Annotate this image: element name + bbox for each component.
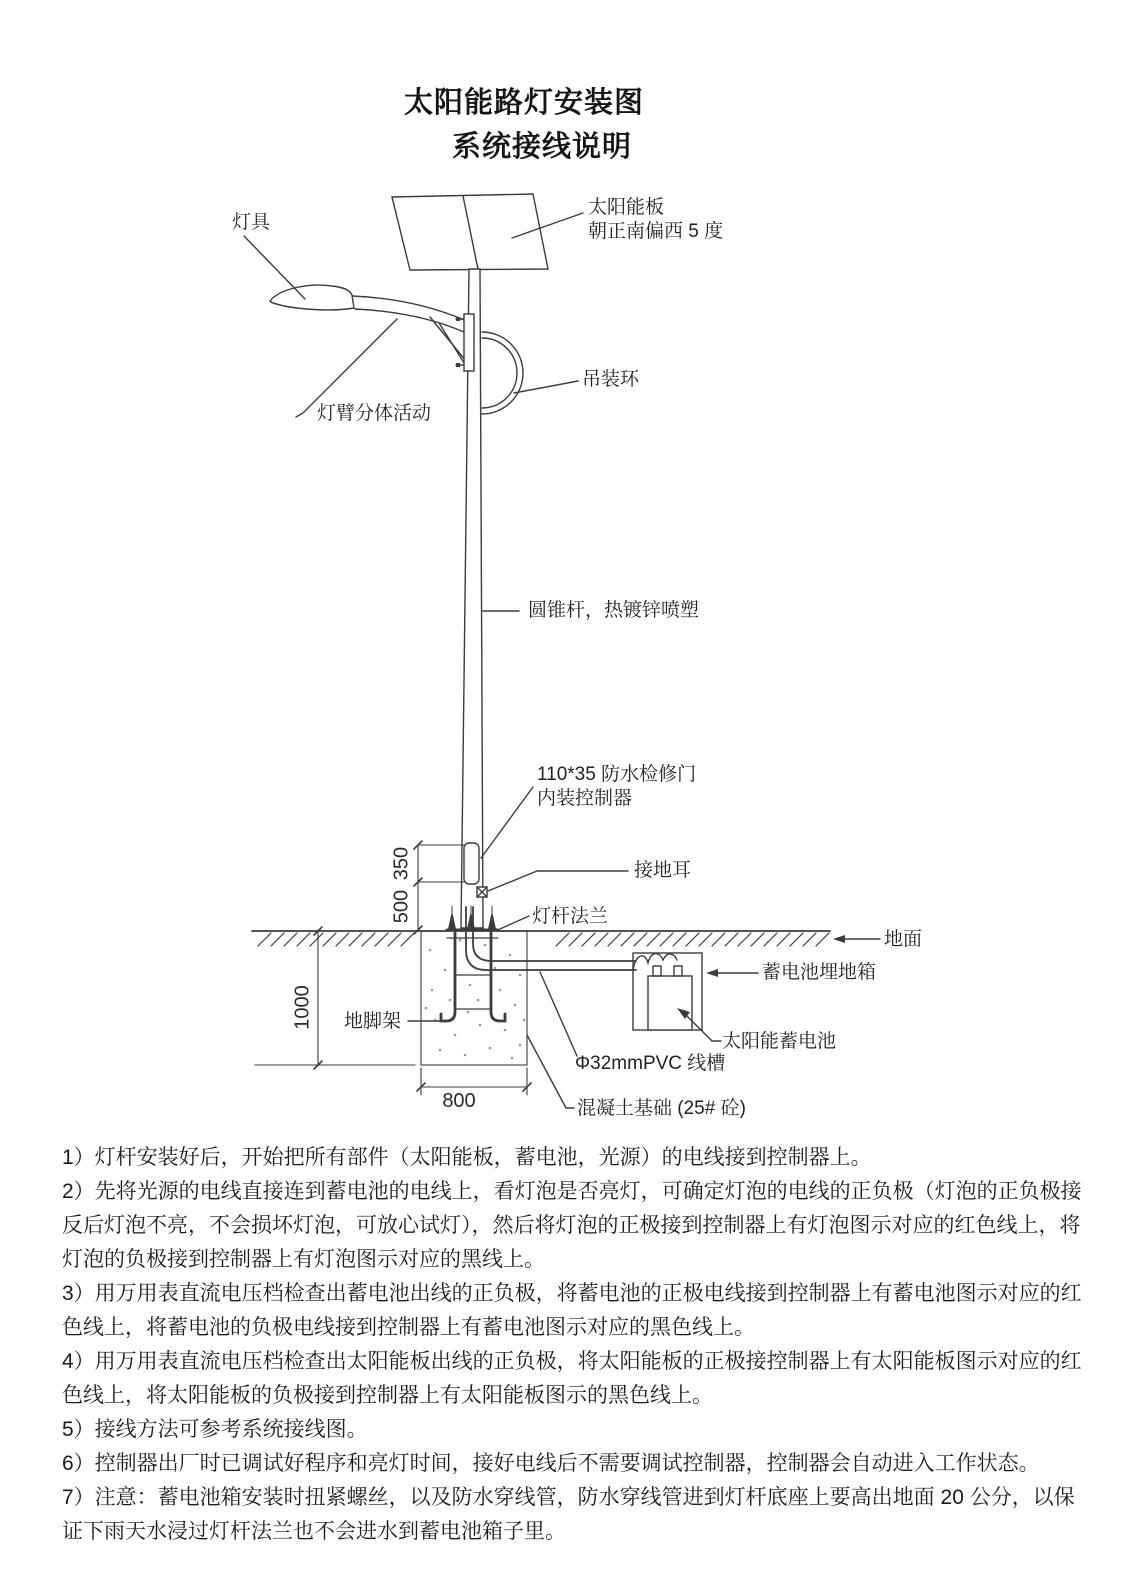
label-pole-flange: 灯杆法兰 bbox=[532, 906, 609, 927]
grounding-ear-shape bbox=[477, 887, 487, 897]
label-lifting-ring: 吊装环 bbox=[582, 369, 640, 390]
label-access-door-controller: 内装控制器 bbox=[537, 788, 633, 809]
lamp-arm-shape bbox=[353, 296, 466, 366]
battery-box-shape bbox=[633, 953, 702, 1030]
label-ground: 地面 bbox=[884, 929, 923, 950]
lamp-head-shape bbox=[270, 285, 354, 310]
instruction-4: 4）用万用表直流电压档检查出太阳能板出线的正负极，将太阳能板的正极接控制器上有太阳能板图示对应的红色线上，将太阳能板的负极接到控制器上有太阳能板图示的黑色线上。 bbox=[62, 1350, 1082, 1407]
instruction-1: 1）灯杆安装好后，开始把所有部件（太阳能板，蓄电池，光源）的电线接到控制器上。 bbox=[62, 1146, 872, 1169]
instruction-7: 7）注意：蓄电池箱安装时扭紧螺丝，以及防水穿线管，防水穿线管进到灯杆底座上要高出地面 20 公分，以保证下雨天水浸过灯杆法兰也不会进水到蓄电池箱子里。 bbox=[62, 1486, 1075, 1543]
label-pole: 圆锥杆，热镀锌喷塑 bbox=[528, 600, 700, 621]
label-battery-box: 蓄电池埋地箱 bbox=[762, 962, 877, 983]
label-concrete-foundation: 混凝土基础 (25# 砼) bbox=[577, 1098, 746, 1119]
label-grounding-ear: 接地耳 bbox=[634, 860, 692, 881]
label-access-door: 110*35 防水检修门 bbox=[537, 764, 697, 785]
lifting-ring-shape bbox=[482, 332, 523, 414]
label-solar-battery: 太阳能蓄电池 bbox=[722, 1031, 837, 1052]
dimension-500: 500 bbox=[390, 889, 413, 924]
solar-panel-shape bbox=[392, 194, 548, 270]
instruction-2: 2）先将光源的电线直接连到蓄电池的电线上，看灯泡是否亮灯，可确定灯泡的电线的正负极（灯泡的正负极接反后灯泡不亮，不会损坏灯泡，可放心试灯），然后将灯泡的正极接到控制器上有灯泡图示对应的红色线上，将灯泡的负极接到控制器上有灯泡图示对应的黑线上。 bbox=[62, 1180, 1082, 1271]
instruction-3: 3）用万用表直流电压档检查出蓄电池出线的正负极，将蓄电池的正极电线接到控制器上有蓄电池图示对应的红色线上，将蓄电池的负极电线接到控制器上有蓄电池图示对应的黑色线上。 bbox=[62, 1282, 1082, 1339]
label-solar-panel-orientation: 朝正南偏西 5 度 bbox=[588, 221, 724, 242]
label-lamp-arm: 灯臂分体活动 bbox=[317, 403, 432, 424]
label-pvc-duct: Φ32mmPVC 线槽 bbox=[575, 1053, 726, 1074]
arm-bracket-shape bbox=[456, 314, 474, 371]
label-solar-panel: 太阳能板 bbox=[588, 197, 665, 218]
ground-line-shape bbox=[252, 931, 830, 946]
page-title: 太阳能路灯安装图 bbox=[403, 87, 644, 119]
access-door-shape bbox=[464, 843, 479, 884]
dimension-800: 800 bbox=[442, 1090, 476, 1112]
instruction-6: 6）控制器出厂时已调试好程序和亮灯时间，接好电线后不需要调试控制器，控制器会自动进入工作状态。 bbox=[62, 1452, 1040, 1475]
label-anchor-frame: 地脚架 bbox=[344, 1011, 402, 1032]
wiring-instructions bbox=[62, 1141, 1092, 1549]
ground-hatching bbox=[258, 933, 829, 946]
dimension-350: 350 bbox=[390, 846, 413, 881]
page-subtitle: 系统接线说明 bbox=[451, 131, 632, 163]
dimension-1000: 1000 bbox=[291, 985, 314, 1030]
instruction-5: 5）接线方法可参考系统接线图。 bbox=[62, 1418, 368, 1441]
label-lamp: 灯具 bbox=[232, 212, 271, 233]
